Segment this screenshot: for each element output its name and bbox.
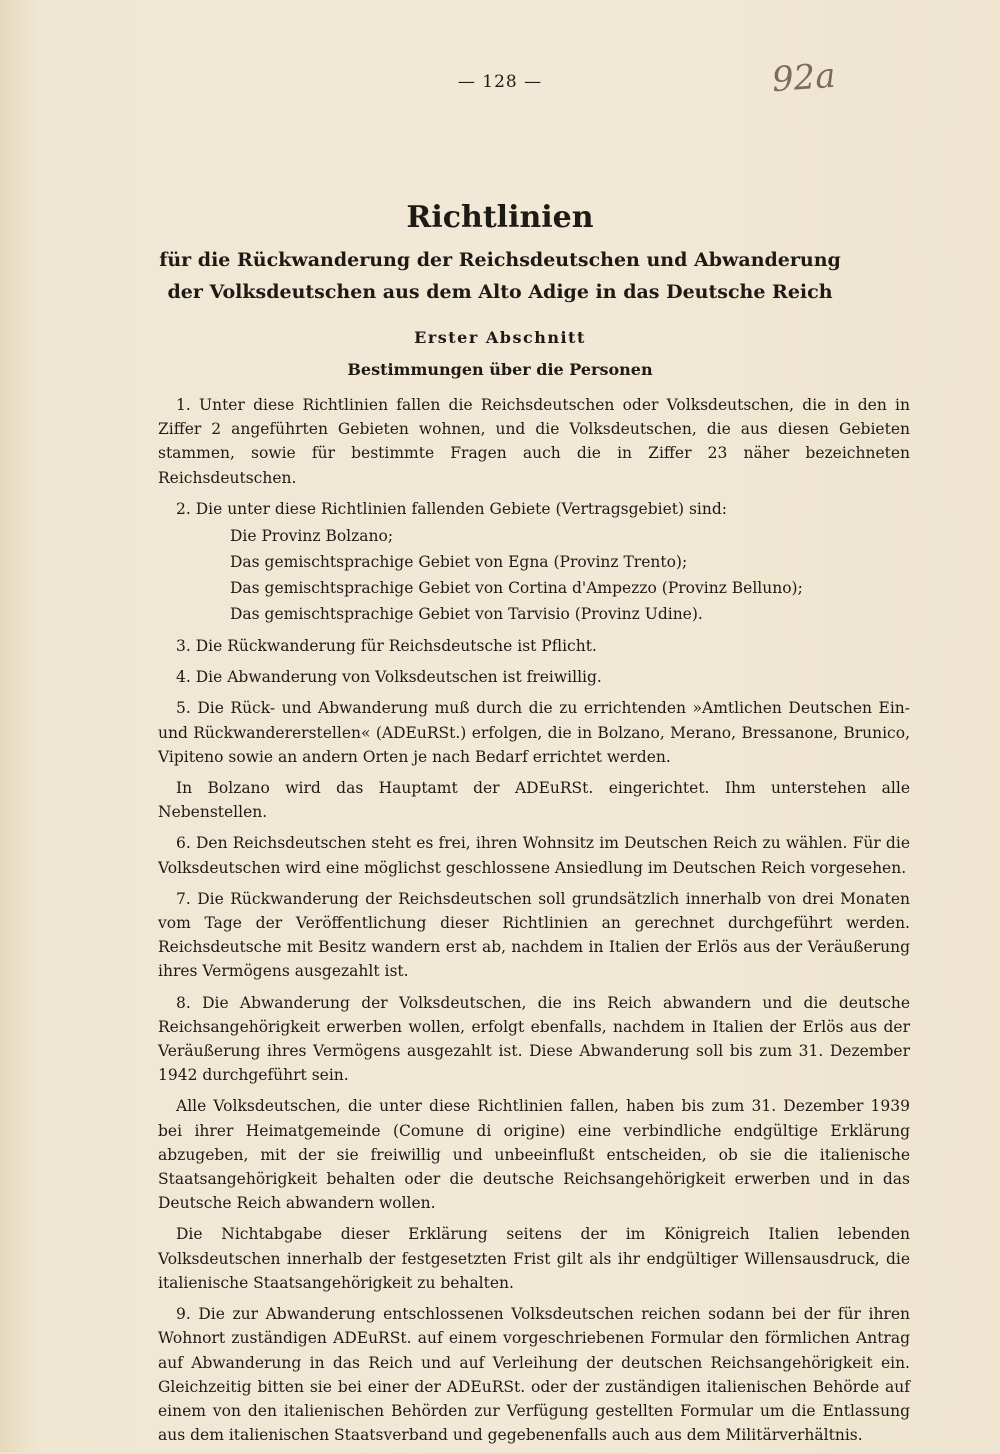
section-title: Erster Abschnitt bbox=[414, 328, 586, 347]
page-number: — 128 — bbox=[457, 72, 543, 92]
paragraph-7: 7. Die Rückwanderung der Reichsdeutschen soll grundsätzlich innerhalb von drei Monaten vom Tage der Veröffentlichung dieser Richtlinien an gerechnet durchgeführt werden. Reichsdeutsche mit Besitz wandern erst ab, nachdem in Italien der Erlös aus der Veräußerung ihres Vermögens ausgezahlt ist. bbox=[158, 889, 910, 981]
paragraph-5b: In Bolzano wird das Hauptamt der ADEuRSt. eingerichtet. Ihm unterstehen alle Nebenstellen. bbox=[158, 779, 910, 822]
section-subtitle: Bestimmungen über die Personen bbox=[347, 360, 653, 379]
paragraph-4: 4. Die Abwanderung von Volksdeutschen ist freiwillig. bbox=[176, 668, 602, 687]
document-subtitle: für die Rückwanderung der Reichsdeutschen und Abwanderung der Volksdeutschen aus dem Alto Adige in das Deutsche Reich bbox=[159, 249, 841, 303]
paragraph-1: 1. Unter diese Richtlinien fallen die Reichsdeutschen oder Volksdeutschen, die in den in Ziffer 2 angeführten Gebieten wohnen, und die Volksdeutschen, die aus diesen Gebieten stammen, sowie für bestimmte Fragen auch die in Ziffer 23 näher bezeichneten Reichsdeutschen. bbox=[158, 396, 910, 487]
paragraph-8c: Die Nichtabgabe dieser Erklärung seitens der im Königreich Italien lebenden Volksdeutschen innerhalb der festgesetzten Frist gilt als ihr endgültiger Willensausdruck, die italienische Staatsangehörigkeit zu behalten. bbox=[158, 1225, 910, 1292]
paragraph-5: 5. Die Rück- und Abwanderung muß durch die zu errichtenden »Amtlichen Deutschen Ein- und Rückwandererstellen« (ADEuRSt.) erfolgen, die in Bolzano, Merano, Bressanone, Brunico, Vipiteno sowie an andern Orten je nach Bedarf errichtet werden. bbox=[158, 699, 910, 766]
territory-list bbox=[158, 523, 910, 627]
territory-item: Die Provinz Bolzano; bbox=[230, 527, 394, 546]
paragraph-8: 8. Die Abwanderung der Volksdeutschen, die ins Reich abwandern und die deutsche Reichsangehörigkeit erwerben wollen, erfolgt ebenfalls, nachdem in Italien der Erlös aus der Veräußerung ihres Vermögens ausgezahlt ist. Diese Abwanderung soll bis zum 31. Dezember 1942 durchgeführt sein. bbox=[158, 993, 910, 1085]
paragraph-2: 2. Die unter diese Richtlinien fallenden Gebiete (Vertragsgebiet) sind: bbox=[176, 499, 727, 518]
territory-item: Das gemischtsprachige Gebiet von Tarvisio (Provinz Udine). bbox=[230, 605, 703, 624]
territory-item: Das gemischtsprachige Gebiet von Egna (Provinz Trento); bbox=[230, 553, 688, 572]
paragraph-9: 9. Die zur Abwanderung entschlossenen Volksdeutschen reichen sodann bei der für ihren Wohnort zuständigen ADEuRSt. auf einem vorgeschriebenen Formular den förmlichen Antrag auf Abwanderung in das Reich und auf Verleihung der deutschen Reichsangehörigkeit ein. Gleichzeitig bitten sie bei einer der ADEuRSt. oder der zuständigen italienischen Behörde auf einem von den italienischen Behörden zur Verfügung gestellten Formular um die Entlassung aus dem italienischen Staatsverband und gegebenenfalls auch aus dem Militärverhältnis. bbox=[158, 1305, 910, 1445]
paragraph-6: 6. Den Reichsdeutschen steht es frei, ihren Wohnsitz im Deutschen Reich zu wählen. Für die Volksdeutschen wird eine möglichst geschlossene Ansiedlung im Deutschen Reich vorgesehen. bbox=[158, 834, 910, 877]
document-title: Richtlinien bbox=[406, 200, 594, 235]
paragraph-3: 3. Die Rückwanderung für Reichsdeutsche ist Pflicht. bbox=[176, 637, 597, 656]
handwritten-folio-note: 92a bbox=[770, 55, 837, 101]
paragraph-8b: Alle Volksdeutschen, die unter diese Richtlinien fallen, haben bis zum 31. Dezember 1939 bei ihrer Heimatgemeinde (Comune di origine) eine verbindliche endgültige Erklärung abzugeben, mit der sie freiwillig und unbeeinflußt entscheiden, ob sie die italienische Staatsangehörigkeit behalten oder die deutsche Reichsangehörigkeit erwerben und in das Deutsche Reich abwandern wollen. bbox=[158, 1097, 910, 1213]
territory-item: Das gemischtsprachige Gebiet von Cortina d'Ampezzo (Provinz Belluno); bbox=[230, 579, 803, 598]
document-body bbox=[158, 393, 910, 1454]
